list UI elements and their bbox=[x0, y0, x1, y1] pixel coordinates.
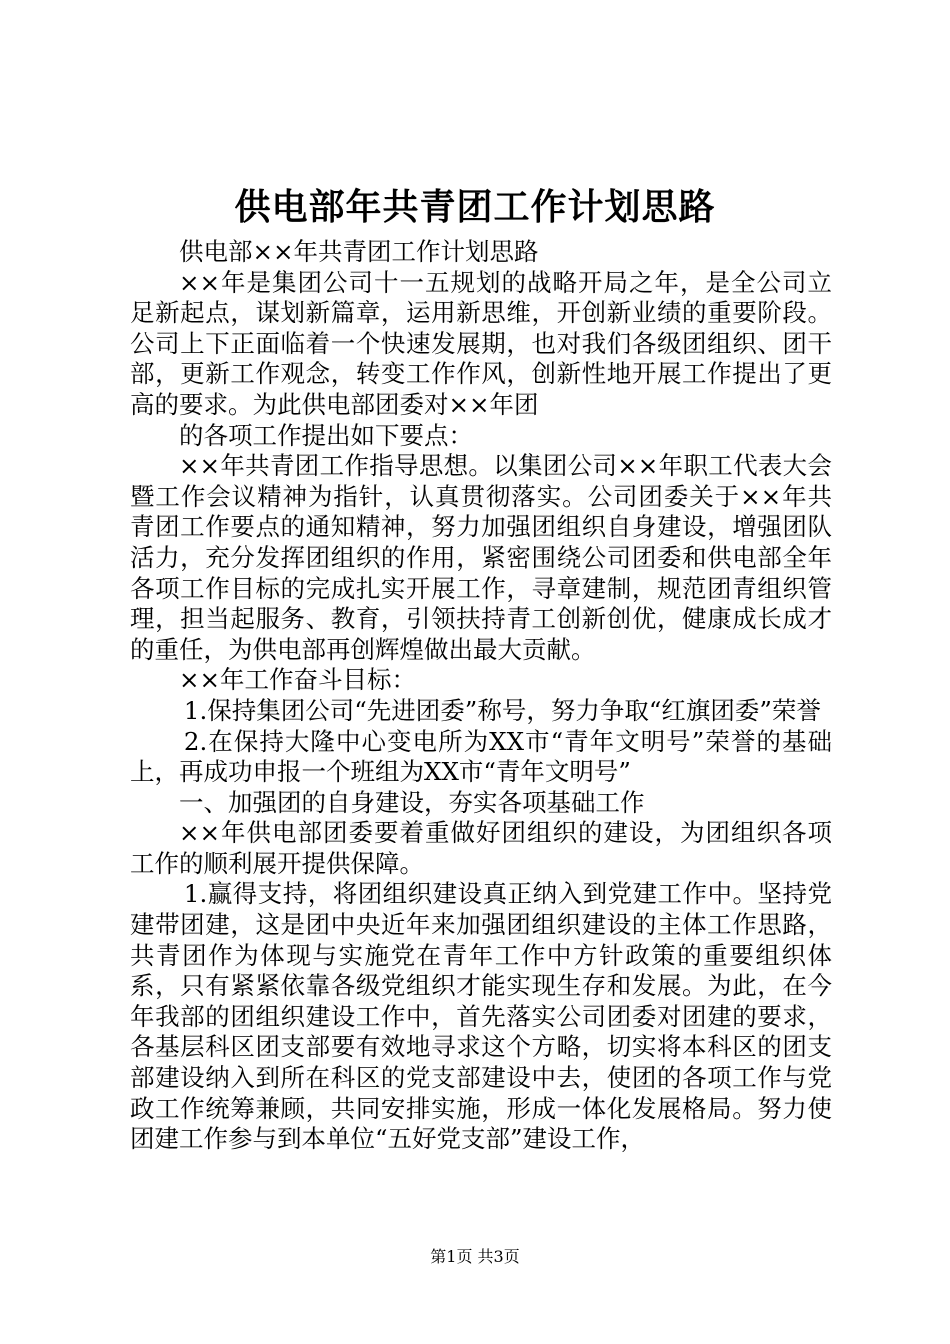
paragraph-intro-continued: 的各项工作提出如下要点： bbox=[179, 420, 473, 450]
document-body bbox=[130, 237, 832, 1155]
document-title: 供电部年共青团工作计划思路 bbox=[234, 186, 716, 228]
paragraph-guiding-thought: ××年共青团工作指导思想。以集团公司××年职工代表大会暨工作会议精神为指针，认真贯彻落实。公司团委关于××年共青团工作要点的通知精神，努力加强团组织自身建设，增强团队活力，充分发挥团组织的作用，紧密围绕公司团委和供电部全年各项工作目标的完成扎实开展工作，寻章建制，规范团青组织管理，担当起服务、教育，引领扶持青工创新创优，健康成长成才的重任，为供电部再创辉煌做出最大贡献。 bbox=[130, 451, 832, 664]
paragraph-heading-repeat: 供电部××年共青团工作计划思路 bbox=[179, 237, 539, 266]
paragraph-section-1-intro: ××年供电部团委要着重做好团组织的建设，为团组织各项工作的顺利展开提供保障。 bbox=[130, 818, 832, 878]
paragraph-goal-1: 1.保持集团公司“先进团委”称号，努力争取“红旗团委”荣誉 bbox=[183, 695, 821, 725]
paragraph-section-1-item-1: 1.赢得支持，将团组织建设真正纳入到党建工作中。坚持党建带团建，这是团中央近年来加强团组织建设的主体工作思路，共青团作为体现与实施党在青年工作中方针政策的重要组织体系，只有紧紧依靠各级党组织才能实现生存和发展。为此，在今年我部的团组织建设工作中，首先落实公司团委对团建的要求，各基层科区团支部要有效地寻求这个方略，切实将本科区的团支部建设纳入到所在科区的党支部建设中去，使团的各项工作与党政工作统筹兼顾，共同安排实施，形成一体化发展格局。努力使团建工作参与到本单位“五好党支部”建设工作， bbox=[130, 879, 832, 1154]
paragraph-section-1-heading: 一、加强团的自身建设，夯实各项基础工作 bbox=[179, 787, 645, 817]
paragraph-goals-heading: ××年工作奋斗目标： bbox=[179, 665, 417, 695]
paragraph-goal-2: 2.在保持大隆中心变电所为XX市“青年文明号”荣誉的基础上，再成功申报一个班组为XX市“青年文明号” bbox=[130, 726, 832, 787]
page-footer: 第1页 共3页 bbox=[430, 1247, 520, 1266]
paragraph-intro: ××年是集团公司十一五规划的战略开局之年，是全公司立足新起点，谋划新篇章，运用新思维，开创新业绩的重要阶段。公司上下正面临着一个快速发展期，也对我们各级团组织、团干部，更新工作观念，转变工作作风，创新性地开展工作提出了更高的要求。为此供电部团委对××年团 bbox=[130, 267, 832, 419]
